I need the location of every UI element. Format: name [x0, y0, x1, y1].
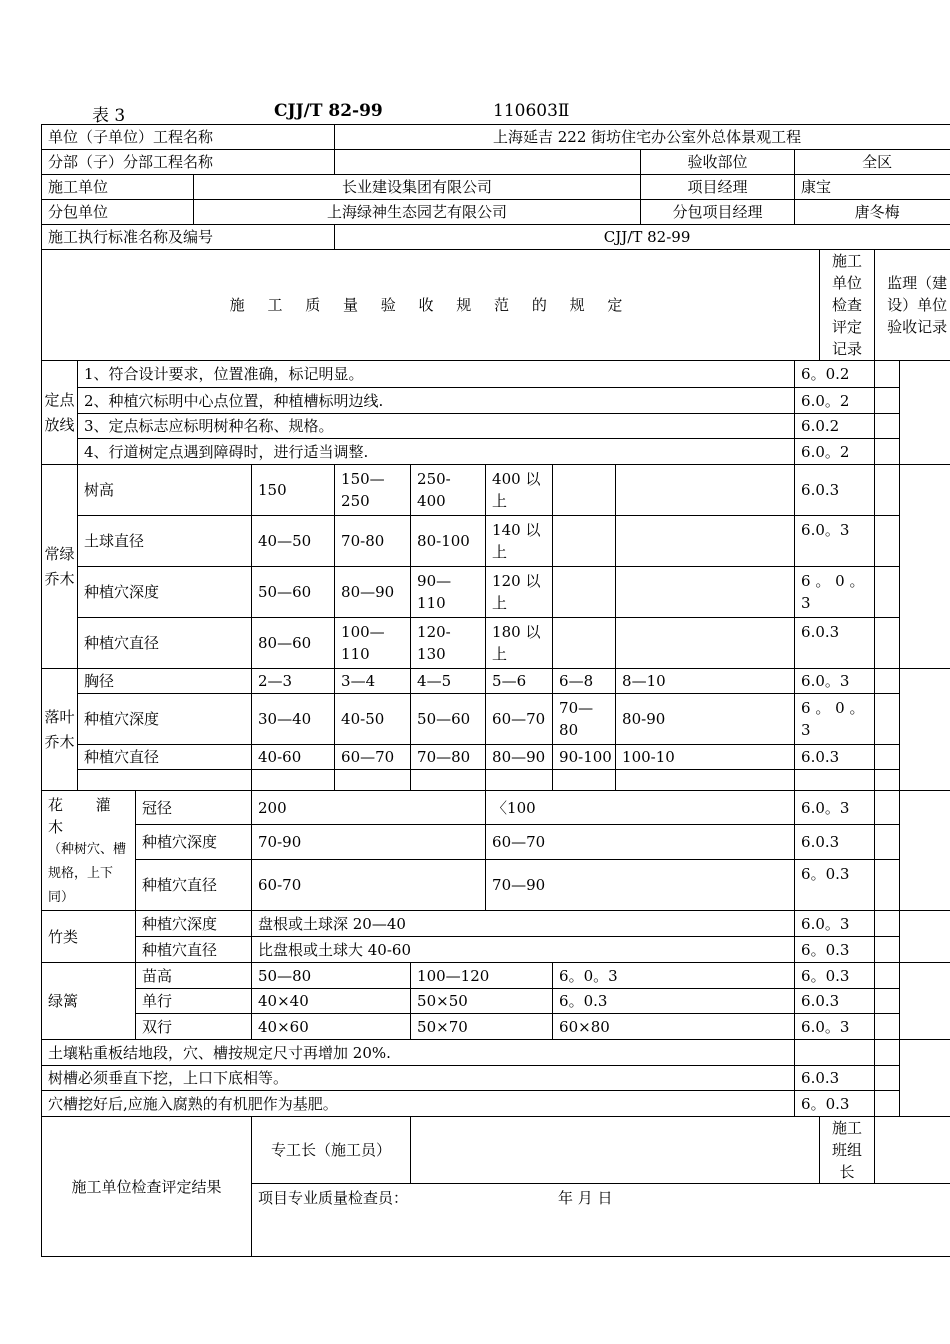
deciduous-value: [335, 770, 411, 791]
evergreen-value: [553, 516, 616, 567]
deciduous-value: 50—60: [411, 694, 486, 745]
inspection-table: [41, 124, 948, 1257]
form-number: 表 3: [92, 106, 126, 126]
check-record-header: 施工单位检查评定记录: [820, 250, 875, 361]
hedge-value: 100—120: [411, 963, 553, 989]
hedge-value: 50×50: [411, 989, 553, 1014]
check-record-cell: [875, 516, 900, 567]
evergreen-value: 40—50: [252, 516, 335, 567]
deciduous-row-label: 种植穴深度: [78, 694, 252, 745]
layout-ref: 6.0。2: [795, 388, 875, 414]
shrubs-section-title: 花 灌 木: [48, 796, 125, 836]
check-record-cell: [875, 770, 900, 791]
layout-item: 3、定点标志应标明树种名称、规格。: [78, 414, 795, 439]
shrubs-value: 〈100: [486, 791, 795, 825]
deciduous-value: 60—70: [335, 745, 411, 770]
supervision-cell: [900, 361, 950, 465]
form-code: 110603Ⅱ: [493, 101, 570, 121]
shrubs-row-label: 种植穴直径: [136, 859, 252, 910]
division-label: 分部（子）分部工程名称: [42, 150, 335, 175]
evergreen-row-label: 树高: [78, 465, 252, 516]
check-record-cell: [875, 567, 900, 618]
hedge-ref: 6。0.3: [795, 963, 875, 989]
deciduous-row-label: [78, 770, 252, 791]
evergreen-ref: 6 。 0 。3: [795, 567, 875, 618]
bamboo-value: 盘根或土球深 20—40: [252, 911, 795, 937]
evergreen-value: 140 以上: [486, 516, 553, 567]
deciduous-value: [616, 770, 795, 791]
deciduous-value: 100-10: [616, 745, 795, 770]
division-value: [335, 150, 641, 175]
date-label: 年 月 日: [558, 1189, 613, 1207]
check-record-cell: [875, 361, 900, 388]
evergreen-value: 80—60: [252, 618, 335, 669]
bamboo-row-label: 种植穴直径: [136, 937, 252, 963]
evergreen-row-label: 种植穴深度: [78, 567, 252, 618]
hedge-value: 6。0.3: [553, 989, 795, 1014]
contractor-value: 长业建设集团有限公司: [194, 175, 641, 200]
layout-ref: 6.0.2: [795, 414, 875, 439]
shrubs-section: [42, 791, 136, 911]
supervision-cell: [900, 1040, 950, 1117]
evergreen-value: 100—110: [335, 618, 411, 669]
pm-label: 项目经理: [641, 175, 795, 200]
deciduous-ref: 6.0.3: [795, 745, 875, 770]
standard-code: CJJ/T 82-99: [274, 101, 383, 121]
deciduous-value: 40-60: [252, 745, 335, 770]
check-record-cell: [875, 911, 900, 937]
note-text: 穴槽挖好后,应施入腐熟的有机肥作为基肥。: [42, 1091, 795, 1117]
evergreen-value: 150—250: [335, 465, 411, 516]
deciduous-ref: [795, 770, 875, 791]
subcontractor-value: 上海绿神生态园艺有限公司: [194, 200, 641, 225]
hedge-row-label: 双行: [136, 1014, 252, 1040]
evergreen-value: 400 以上: [486, 465, 553, 516]
note-ref: 6.0.3: [795, 1066, 875, 1091]
layout-section-title: 定点放线: [42, 361, 78, 465]
check-record-cell: [875, 618, 900, 669]
evergreen-value: [553, 567, 616, 618]
evergreen-value: [553, 465, 616, 516]
standard-label: 施工执行标准名称及编号: [42, 225, 335, 250]
deciduous-row-label: 种植穴直径: [78, 745, 252, 770]
shrubs-value: 200: [252, 791, 486, 825]
team-leader-value: [875, 1117, 950, 1184]
acceptance-part-label: 验收部位: [641, 150, 795, 175]
bamboo-ref: 6。0.3: [795, 937, 875, 963]
evergreen-value: 120-130: [411, 618, 486, 669]
deciduous-value: 70—80: [411, 745, 486, 770]
layout-ref: 6。0.2: [795, 361, 875, 388]
deciduous-value: 3—4: [335, 669, 411, 694]
hedge-ref: 6.0.3: [795, 989, 875, 1014]
layout-item: 1、符合设计要求，位置准确，标记明显。: [78, 361, 795, 388]
deciduous-value: 2—3: [252, 669, 335, 694]
check-record-cell: [875, 1040, 900, 1066]
evergreen-value: 70-80: [335, 516, 411, 567]
deciduous-value: 30—40: [252, 694, 335, 745]
hedge-value: 50×70: [411, 1014, 553, 1040]
layout-item: 4、行道树定点遇到障碍时，进行适当调整.: [78, 439, 795, 465]
note-text: 土壤粘重板结地段，穴、槽按规定尺寸再增加 20%.: [42, 1040, 795, 1066]
check-record-cell: [875, 937, 900, 963]
hedge-ref: 6.0。3: [795, 1014, 875, 1040]
foreman-value: [411, 1117, 820, 1184]
deciduous-row-label: 胸径: [78, 669, 252, 694]
deciduous-value: [553, 770, 616, 791]
deciduous-value: 90-100: [553, 745, 616, 770]
spec-header: 施 工 质 量 验 收 规 范 的 规 定: [42, 250, 820, 361]
supervision-cell: [900, 963, 950, 1040]
check-record-cell: [875, 694, 900, 745]
check-record-cell: [875, 963, 900, 989]
project-name-label: 单位（子单位）工程名称: [42, 125, 335, 150]
check-record-cell: [875, 388, 900, 414]
check-record-cell: [875, 439, 900, 465]
inspector-label: 项目专业质量检查员：: [258, 1189, 409, 1207]
note-ref: 6。0.3: [795, 1091, 875, 1117]
deciduous-value: 5—6: [486, 669, 553, 694]
evergreen-value: [616, 567, 795, 618]
check-record-cell: [875, 669, 900, 694]
shrubs-value: 70—90: [486, 859, 795, 910]
evergreen-value: 180 以上: [486, 618, 553, 669]
check-record-cell: [875, 465, 900, 516]
evergreen-value: [616, 618, 795, 669]
check-record-cell: [875, 1014, 900, 1040]
supervision-cell: [900, 465, 950, 669]
deciduous-value: 60—70: [486, 694, 553, 745]
deciduous-value: 40-50: [335, 694, 411, 745]
evergreen-value: 90—110: [411, 567, 486, 618]
evergreen-value: [616, 516, 795, 567]
standard-value: CJJ/T 82-99: [335, 225, 950, 250]
check-record-cell: [875, 791, 900, 825]
check-record-cell: [875, 825, 900, 859]
note-ref: [795, 1040, 875, 1066]
evergreen-value: 50—60: [252, 567, 335, 618]
shrubs-ref: 6。0.3: [795, 859, 875, 910]
deciduous-value: 80—90: [486, 745, 553, 770]
check-record-cell: [875, 745, 900, 770]
shrubs-ref: 6.0.3: [795, 825, 875, 859]
evergreen-value: 250-400: [411, 465, 486, 516]
subcontractor-label: 分包单位: [42, 200, 194, 225]
check-record-cell: [875, 414, 900, 439]
shrubs-value: 60—70: [486, 825, 795, 859]
deciduous-value: 70—80: [553, 694, 616, 745]
shrubs-value: 70-90: [252, 825, 486, 859]
check-record-cell: [875, 1091, 900, 1117]
evergreen-row-label: 土球直径: [78, 516, 252, 567]
hedge-row-label: 单行: [136, 989, 252, 1014]
deciduous-value: [486, 770, 553, 791]
shrubs-row-label: 种植穴深度: [136, 825, 252, 859]
check-record-cell: [875, 989, 900, 1014]
deciduous-value: [252, 770, 335, 791]
shrubs-section-note: （种树穴、槽规格，上下同）: [48, 842, 127, 905]
shrubs-row-label: 冠径: [136, 791, 252, 825]
layout-ref: 6.0。2: [795, 439, 875, 465]
evergreen-ref: 6.0.3: [795, 618, 875, 669]
deciduous-ref: 6.0。3: [795, 669, 875, 694]
deciduous-ref: 6 。 0 。3: [795, 694, 875, 745]
supervision-cell: [900, 791, 950, 911]
evergreen-section-title: 常绿乔木: [42, 465, 78, 669]
project-name-value: 上海延吉 222 街坊住宅办公室外总体景观工程: [335, 125, 950, 150]
hedge-section-title: 绿篱: [42, 963, 136, 1040]
deciduous-value: 8—10: [616, 669, 795, 694]
bamboo-row-label: 种植穴深度: [136, 911, 252, 937]
bamboo-section-title: 竹类: [42, 911, 136, 963]
hedge-value: 50—80: [252, 963, 411, 989]
evergreen-ref: 6.0.3: [795, 465, 875, 516]
hedge-row-label: 苗高: [136, 963, 252, 989]
foreman-label: 专工长（施工员）: [252, 1117, 411, 1184]
deciduous-value: [411, 770, 486, 791]
hedge-value: 40×60: [252, 1014, 411, 1040]
supervision-cell: [900, 669, 950, 791]
evergreen-row-label: 种植穴直径: [78, 618, 252, 669]
evergreen-value: 80-100: [411, 516, 486, 567]
result-label: 施工单位检查评定结果: [42, 1117, 252, 1257]
contractor-label: 施工单位: [42, 175, 194, 200]
supervision-cell: [900, 911, 950, 963]
shrubs-value: 60-70: [252, 859, 486, 910]
deciduous-value: 4—5: [411, 669, 486, 694]
evergreen-value: 120 以上: [486, 567, 553, 618]
deciduous-value: 6—8: [553, 669, 616, 694]
note-text: 树槽必须垂直下挖，上口下底相等。: [42, 1066, 795, 1091]
evergreen-ref: 6.0。3: [795, 516, 875, 567]
check-record-cell: [875, 1066, 900, 1091]
evergreen-value: 80—90: [335, 567, 411, 618]
hedge-value: 60×80: [553, 1014, 795, 1040]
hedge-value: 40×40: [252, 989, 411, 1014]
evergreen-value: [553, 618, 616, 669]
acceptance-part-value: 全区: [795, 150, 950, 175]
evergreen-value: 150: [252, 465, 335, 516]
layout-item: 2、种植穴标明中心点位置，种植槽标明边线.: [78, 388, 795, 414]
bamboo-value: 比盘根或土球大 40-60: [252, 937, 795, 963]
inspector-row: [252, 1184, 950, 1257]
sub-pm-label: 分包项目经理: [641, 200, 795, 225]
deciduous-section-title: 落叶乔木: [42, 669, 78, 791]
hedge-value: 6。0。3: [553, 963, 795, 989]
supervision-header: 监理（建设）单位验收记录: [875, 250, 950, 361]
deciduous-value: 80-90: [616, 694, 795, 745]
shrubs-ref: 6.0。3: [795, 791, 875, 825]
check-record-cell: [875, 859, 900, 910]
evergreen-value: [616, 465, 795, 516]
sub-pm-value: 唐冬梅: [795, 200, 950, 225]
team-leader-label: 施工班组长: [820, 1117, 875, 1184]
pm-value: 康宝: [795, 175, 950, 200]
bamboo-ref: 6.0。3: [795, 911, 875, 937]
